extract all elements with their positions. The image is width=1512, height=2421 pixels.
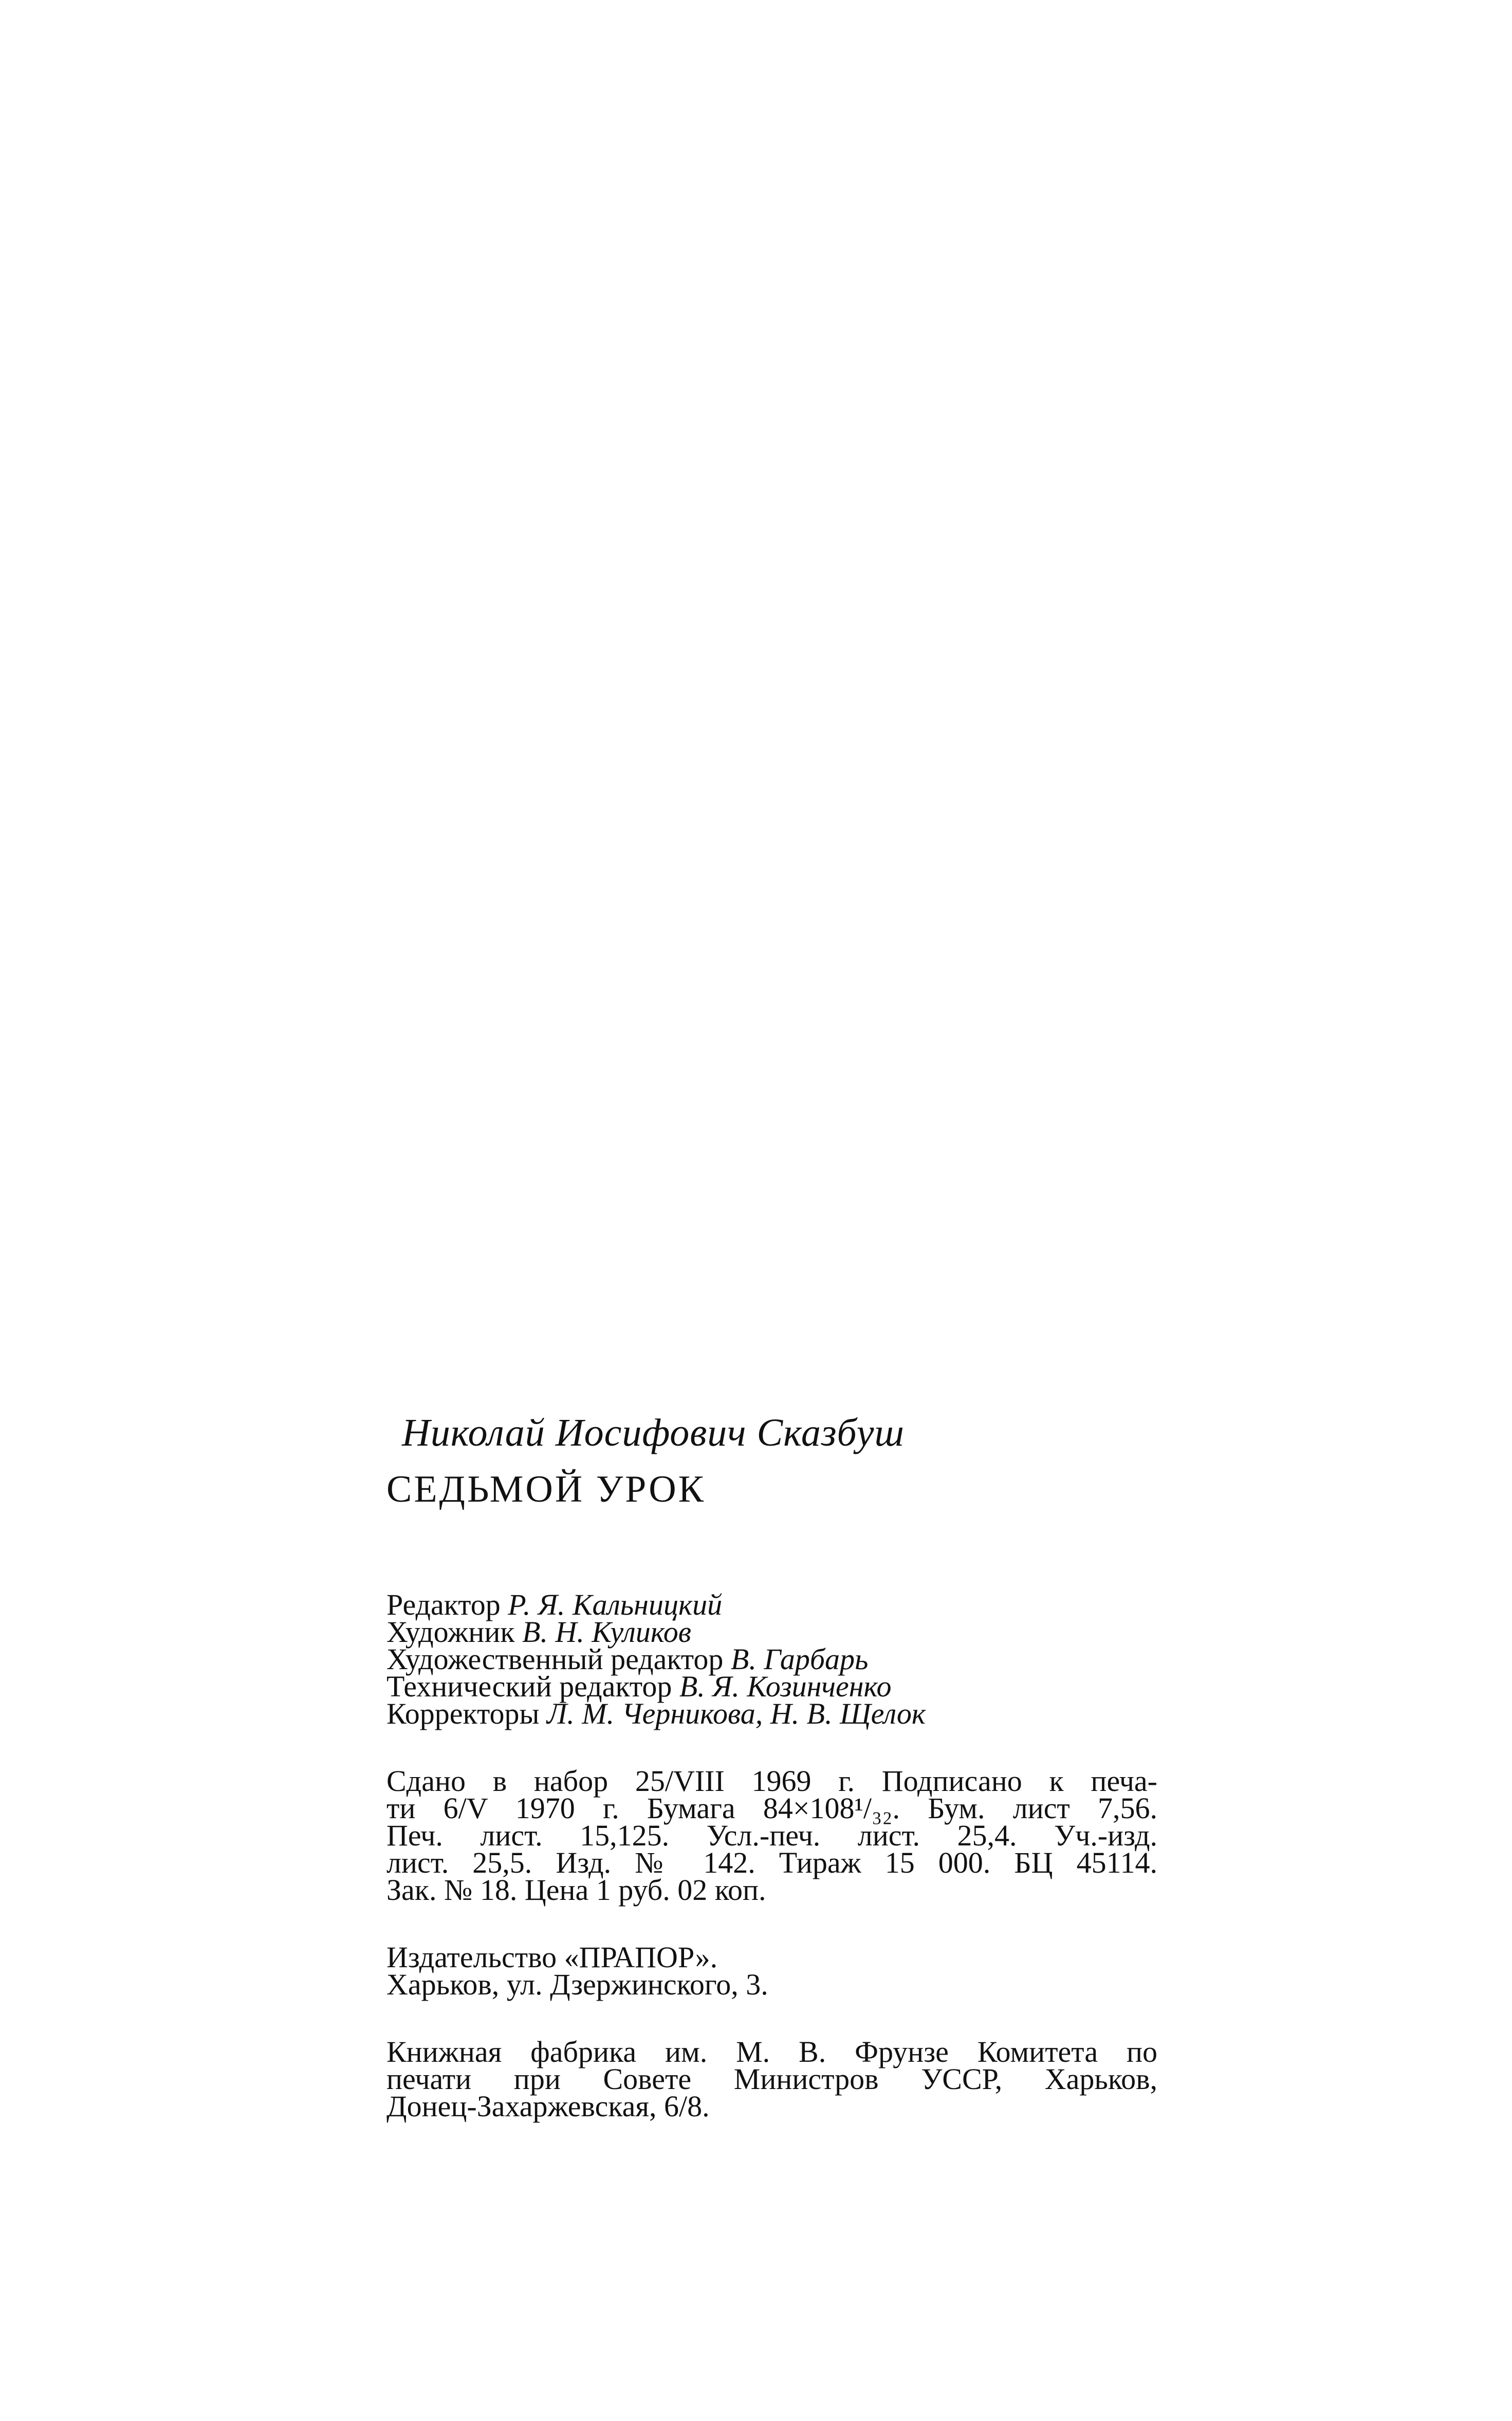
- credit-name: В. Гарбарь: [730, 1642, 869, 1676]
- credit-proofreaders: [386, 1697, 1157, 1730]
- author-name: Николай Иосифович Сказбуш: [402, 1411, 905, 1454]
- book-title: СЕДЬМОЙ УРОК: [386, 1468, 706, 1510]
- credit-role: Технический редактор: [386, 1670, 672, 1703]
- publisher-line: Харьков, ул. Дзержинского, 3.: [386, 1968, 768, 2001]
- credit-role: Редактор: [386, 1588, 501, 1621]
- print-line: ти 6/V 1970 г. Бумага 84×108¹/₃₂. Бум. лист 7,56.: [386, 1791, 1157, 1825]
- printer-line: Донец-Захаржевская, 6/8.: [386, 2090, 710, 2123]
- print-line: лист. 25,5. Изд. № 142. Тираж 15 000. БЦ 45114.: [386, 1846, 1157, 1879]
- credit-role: Художник: [386, 1615, 515, 1649]
- print-line: Зак. № 18. Цена 1 руб. 02 коп.: [386, 1873, 766, 1907]
- printer-line: печати при Совете Министров УССР, Харьков,: [386, 2062, 1157, 2096]
- credit-art-editor: [386, 1642, 1157, 1676]
- credit-role: Корректоры: [386, 1697, 540, 1730]
- print-details: [386, 1764, 1157, 1907]
- colophon: [386, 1408, 1157, 2123]
- printer-line: Книжная фабрика им. М. В. Фрунзе Комитета по: [386, 2035, 1157, 2068]
- printer-info: [386, 2035, 1157, 2123]
- publisher-line: Издательство «ПРАПОР».: [386, 1941, 718, 1974]
- staff-credits: [386, 1588, 1157, 1730]
- credit-editor: [386, 1588, 1157, 1621]
- credit-name: Р. Я. Кальницкий: [508, 1588, 723, 1621]
- credit-name: В. Н. Куликов: [522, 1615, 691, 1649]
- publisher-info: [386, 1941, 1157, 2001]
- credit-artist: [386, 1615, 1157, 1649]
- print-line: Печ. лист. 15,125. Усл.-печ. лист. 25,4. Уч.-изд.: [386, 1819, 1157, 1852]
- credit-role: Художественный редактор: [386, 1642, 724, 1676]
- credit-name: В. Я. Козинченко: [679, 1670, 892, 1703]
- print-line: Сдано в набор 25/VIII 1969 г. Подписано к печа-: [386, 1764, 1157, 1798]
- credit-name: Л. М. Черникова, Н. В. Щелок: [547, 1697, 926, 1730]
- credit-tech-editor: [386, 1670, 1157, 1703]
